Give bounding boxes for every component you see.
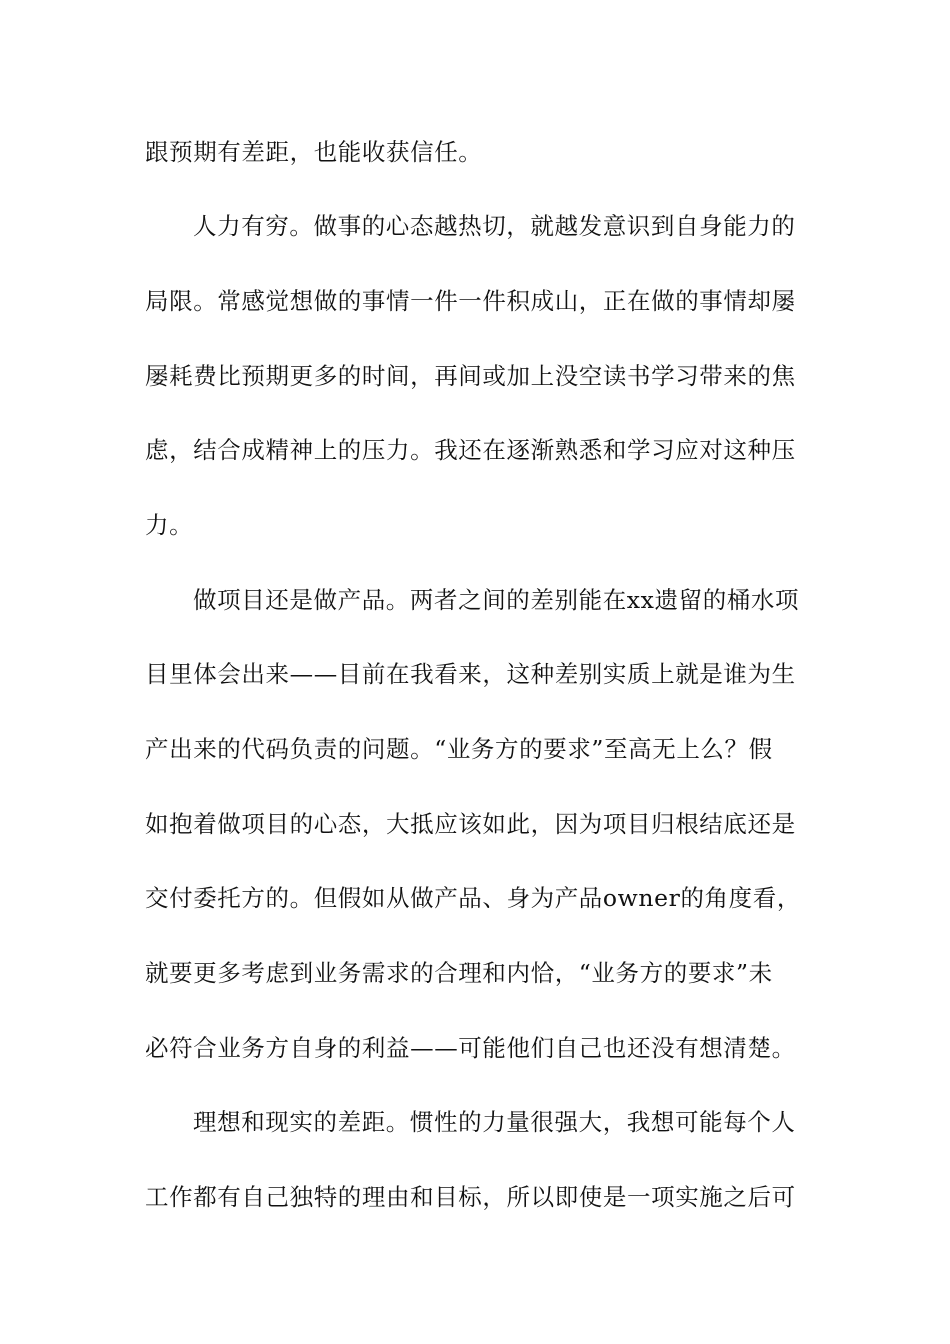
- paragraph-3-line-1: 做项目还是做产品。两者之间的差别能在xx遗留的桶水项: [193, 586, 800, 614]
- paragraph-3-line-2: 目里体会出来——目前在我看来，这种差别实质上就是谁为生: [145, 660, 796, 688]
- paragraph-2-line-1: 人力有穷。做事的心态越热切，就越发意识到自身能力的: [193, 212, 796, 240]
- paragraph-2-line-5: 力。: [145, 511, 194, 539]
- paragraph-3-line-4: 如抱着做项目的心态，大抵应该如此，因为项目归根结底还是: [145, 810, 796, 838]
- paragraph-3-line-7: 必符合业务方自身的利益——可能他们自己也还没有想清楚。: [145, 1034, 796, 1062]
- paragraph-3-line-6: 就要更多考虑到业务需求的合理和内恰，“业务方的要求”未: [145, 959, 773, 987]
- paragraph-4-line-2: 工作都有自己独特的理由和目标，所以即使是一项实施之后可: [145, 1183, 796, 1211]
- paragraph-2-line-4: 虑，结合成精神上的压力。我还在逐渐熟悉和学习应对这种压: [145, 436, 796, 464]
- paragraph-3-line-3: 产出来的代码负责的问题。“业务方的要求”至高无上么？假: [145, 735, 773, 763]
- paragraph-3-line-5: 交付委托方的。但假如从做产品、身为产品owner的角度看，: [145, 884, 801, 912]
- text-line-1: 跟预期有差距，也能收获信任。: [145, 138, 483, 166]
- paragraph-2-line-2: 局限。常感觉想做的事情一件一件积成山，正在做的事情却屡: [145, 287, 796, 315]
- paragraph-4-line-1: 理想和现实的差距。惯性的力量很强大，我想可能每个人: [193, 1108, 796, 1136]
- paragraph-2-line-3: 屡耗费比预期更多的时间，再间或加上没空读书学习带来的焦: [145, 362, 796, 390]
